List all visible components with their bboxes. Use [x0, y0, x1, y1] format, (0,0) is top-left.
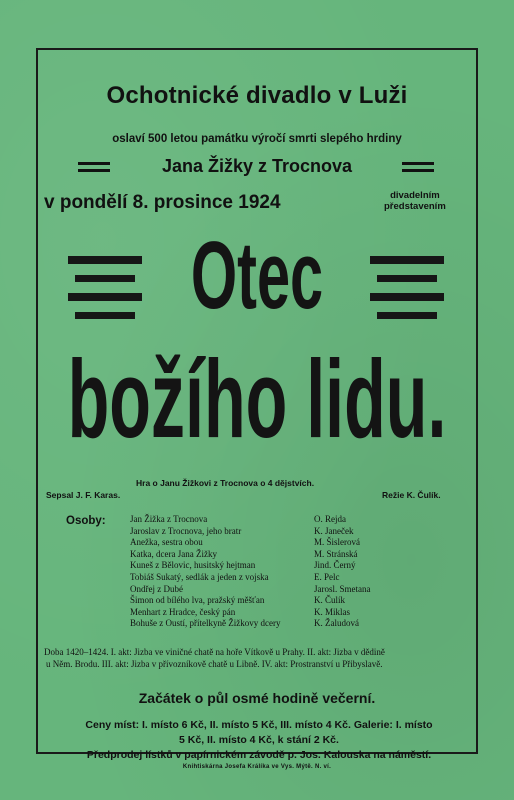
cast-actor: M. Stránská — [314, 548, 358, 559]
cast-role: Jaroslav z Trocnova, jeho bratr — [130, 525, 242, 536]
cast-actors — [314, 514, 434, 630]
cast-role: Šimon od bílého lva, pražský měšťan — [130, 595, 265, 606]
presale-info: Předprodej lístků v papírnickém závodě p. Jos. Kalouska na náměstí. — [86, 749, 432, 761]
cast-role: Bohuše z Oustí, přítelkyně Žižkovy dcery — [130, 618, 281, 629]
cast-role: Anežka, sestra obou — [130, 537, 203, 548]
cast-role: Katka, dcera Jana Žižky — [130, 548, 217, 559]
cast-actor: Jind. Černý — [314, 560, 356, 571]
ticket-prices: Ceny míst: I. místo 6 Kč, II. místo 5 Kč, III. místo 4 Kč. Galerie: I. místo 5 Kč, II. místo 4 Kč, k stání 2 Kč. Předprodej lístků v papírnickém závodě p. Jos. Kalouska na náměstí. — [44, 718, 474, 763]
occasion-line: oslaví 500 letou památku výročí smrti slepého hrdiny — [112, 133, 402, 145]
cast-actor: O. Rejda — [314, 514, 346, 524]
play-title-line1: Otec — [190, 222, 324, 329]
cast-role: Jan Žižka z Trocnova — [130, 514, 208, 524]
play-title-line2: božího lidu. — [67, 338, 447, 461]
cast-label: Osoby: — [66, 515, 106, 527]
cast-actor: K. Janeček — [314, 525, 354, 536]
rule-right — [402, 169, 434, 172]
cast-actor: K. Miklas — [314, 606, 350, 617]
performance-date: v pondělí 8. prosince 1924 — [44, 192, 281, 213]
cast-actor: E. Pelc — [314, 571, 340, 582]
rule-right — [402, 162, 434, 165]
setting-description: Doba 1420–1424. I. akt: Jizba ve viničné chatě na hoře Vítkově u Prahy. II. akt: Jizba v dědině u Něm. Brodu. III. akt: Jizba v přívozníkově chatě u Libně. IV. akt: Prostranství u Přibyslavě. — [44, 647, 385, 669]
hero-name: Jana Žižky z Trocnova — [161, 156, 353, 176]
start-time: Začátek o půl osmé hodině večerní. — [138, 690, 376, 706]
play-author: Sepsal J. F. Karas. — [46, 490, 121, 500]
performance-type: divadelním představením — [384, 190, 446, 212]
theatre-name: Ochotnické divadlo v Luži — [106, 82, 408, 109]
printer-credit: Knihtiskárna Josefa Králíka ve Vys. Mýtě. N. ví. — [182, 764, 332, 770]
cast-role: Menhart z Hradce, český pán — [130, 606, 236, 617]
cast-role: Ondřej z Dubé — [130, 583, 183, 594]
play-subtitle: Hra o Janu Žižkovi z Trocnova o 4 dějstvích. — [136, 478, 315, 488]
cast-actor: Jarosl. Smetana — [314, 583, 371, 594]
cast-roles — [130, 514, 330, 630]
cast-actor: K. Žaludová — [314, 618, 359, 629]
play-director: Režie K. Čulík. — [382, 490, 441, 500]
cast-actor: K. Čulík — [314, 595, 346, 606]
cast-role: Kuneš z Bělovic, husitský hejtman — [130, 560, 256, 571]
cast-actor: M. Šislerová — [314, 537, 360, 548]
cast-role: Tobiáš Sukatý, sedlák a jeden z vojska — [130, 571, 269, 582]
